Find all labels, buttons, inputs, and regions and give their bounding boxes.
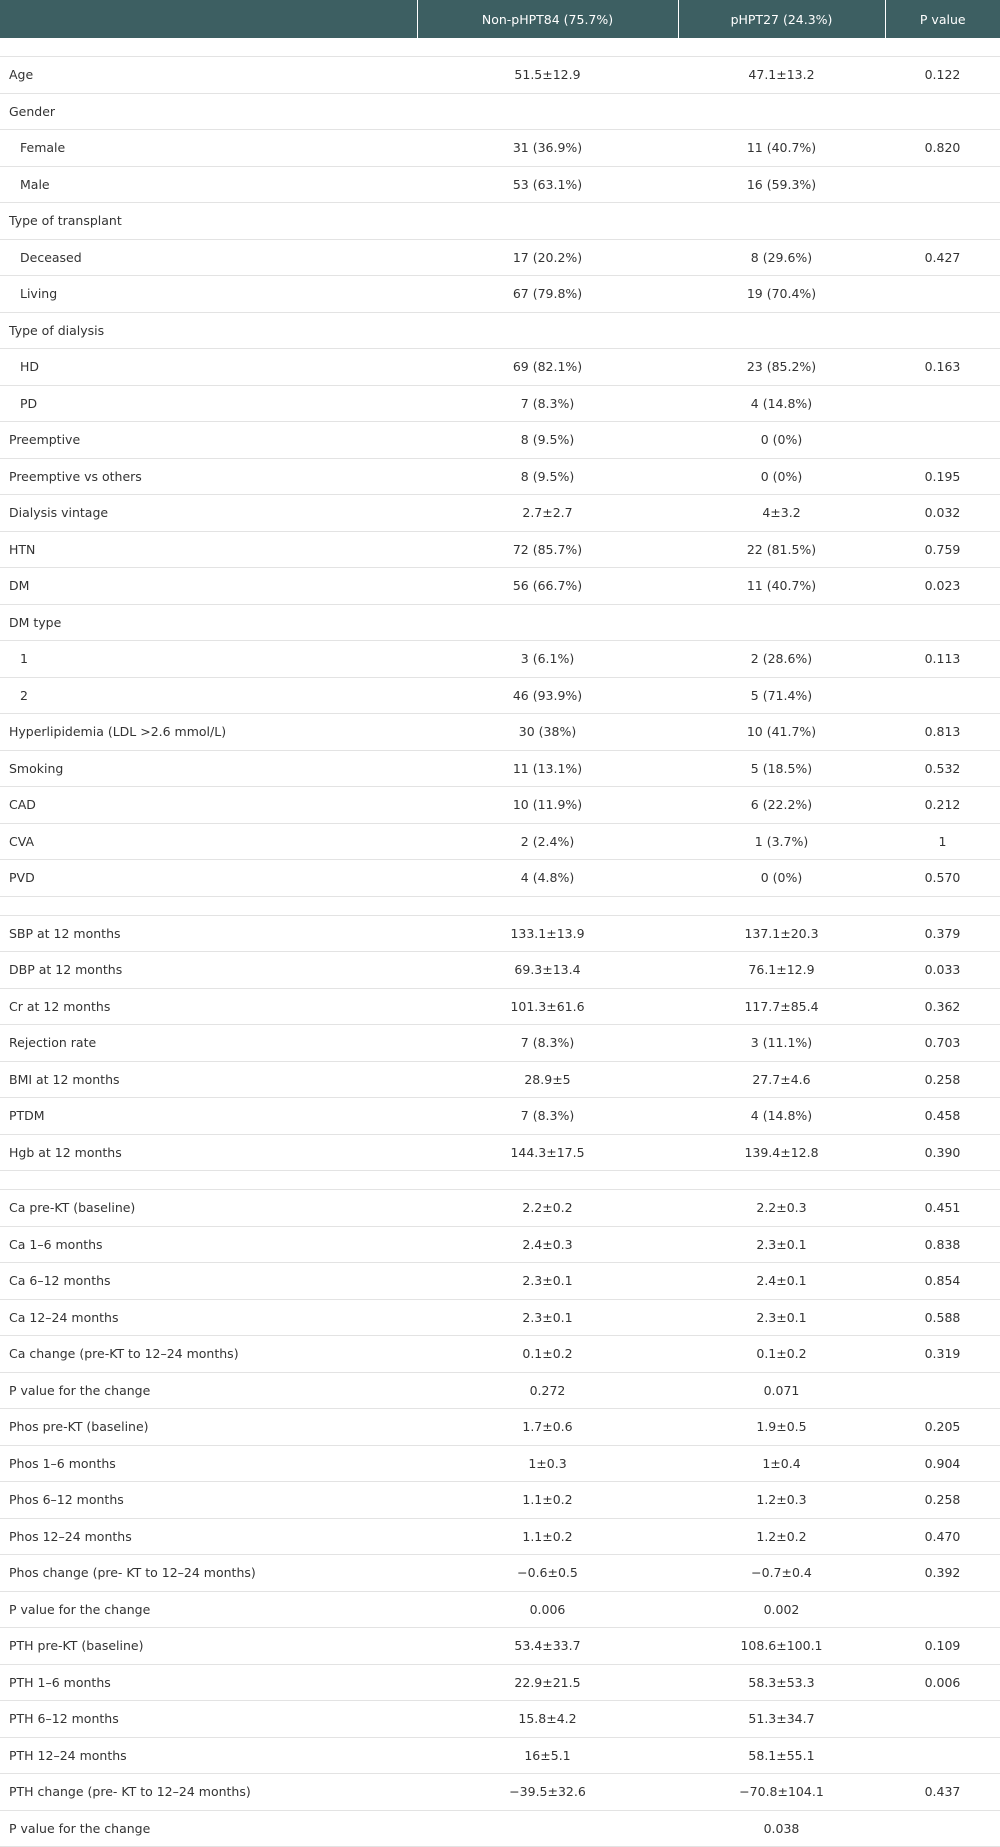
row-label-cell: PTH pre-KT (baseline) xyxy=(0,1628,417,1665)
row-label-cell: PD xyxy=(0,385,417,422)
row-label-cell: Phos 6–12 months xyxy=(0,1482,417,1519)
non-phpt-value-cell: 7 (8.3%) xyxy=(417,1098,678,1135)
table-row xyxy=(0,1482,1000,1519)
p-value-cell: 0.392 xyxy=(885,1555,1000,1592)
row-label-cell: Phos 12–24 months xyxy=(0,1518,417,1555)
p-value-cell: 0.362 xyxy=(885,988,1000,1025)
row-label-cell: P value for the change xyxy=(0,1372,417,1409)
p-value-cell: 0.032 xyxy=(885,495,1000,532)
phpt-value-cell: 4±3.2 xyxy=(678,495,885,532)
row-label-cell: PVD xyxy=(0,860,417,897)
phpt-value-cell: −0.7±0.4 xyxy=(678,1555,885,1592)
phpt-value-cell: 2.3±0.1 xyxy=(678,1299,885,1336)
row-label-cell: 1 xyxy=(0,641,417,678)
non-phpt-value-cell: 0.1±0.2 xyxy=(417,1336,678,1373)
p-value-cell xyxy=(885,166,1000,203)
phpt-value-cell xyxy=(678,312,885,349)
table-row xyxy=(0,93,1000,130)
non-phpt-value-cell: 0.006 xyxy=(417,1591,678,1628)
non-phpt-value-cell: 53.4±33.7 xyxy=(417,1628,678,1665)
non-phpt-value-cell: 2.2±0.2 xyxy=(417,1190,678,1227)
table-row xyxy=(0,1098,1000,1135)
non-phpt-value-cell: 0.272 xyxy=(417,1372,678,1409)
non-phpt-value-cell: 3 (6.1%) xyxy=(417,641,678,678)
phpt-value-cell: 4 (14.8%) xyxy=(678,385,885,422)
non-phpt-value-cell: 133.1±13.9 xyxy=(417,915,678,952)
table-row xyxy=(0,604,1000,641)
non-phpt-value-cell: 17 (20.2%) xyxy=(417,239,678,276)
non-phpt-value-cell: 16±5.1 xyxy=(417,1737,678,1774)
section-spacer-row xyxy=(0,38,1000,57)
phpt-value-cell: 108.6±100.1 xyxy=(678,1628,885,1665)
spacer-cell xyxy=(417,38,678,57)
row-label-cell: Deceased xyxy=(0,239,417,276)
spacer-cell xyxy=(0,1171,417,1190)
p-value-cell xyxy=(885,276,1000,313)
non-phpt-value-cell: 46 (93.9%) xyxy=(417,677,678,714)
row-label-cell: PTH change (pre- KT to 12–24 months) xyxy=(0,1774,417,1811)
non-phpt-value-cell xyxy=(417,604,678,641)
non-phpt-value-cell: 11 (13.1%) xyxy=(417,750,678,787)
phpt-value-cell: 0.002 xyxy=(678,1591,885,1628)
table-row xyxy=(0,1263,1000,1300)
non-phpt-value-cell: 31 (36.9%) xyxy=(417,130,678,167)
non-phpt-value-cell: 2 (2.4%) xyxy=(417,823,678,860)
spacer-cell xyxy=(885,1171,1000,1190)
phpt-value-cell: 0.071 xyxy=(678,1372,885,1409)
table-row xyxy=(0,203,1000,240)
table-row xyxy=(0,988,1000,1025)
phpt-value-cell: 2.3±0.1 xyxy=(678,1226,885,1263)
spacer-cell xyxy=(885,38,1000,57)
row-label-cell: Phos 1–6 months xyxy=(0,1445,417,1482)
phpt-value-cell: 8 (29.6%) xyxy=(678,239,885,276)
p-value-cell xyxy=(885,1810,1000,1847)
table-row xyxy=(0,1701,1000,1738)
non-phpt-value-cell: 1.7±0.6 xyxy=(417,1409,678,1446)
spacer-cell xyxy=(678,38,885,57)
p-value-cell: 0.904 xyxy=(885,1445,1000,1482)
p-value-cell xyxy=(885,203,1000,240)
table-row xyxy=(0,57,1000,94)
table-row xyxy=(0,823,1000,860)
p-value-cell: 0.006 xyxy=(885,1664,1000,1701)
table-row xyxy=(0,1737,1000,1774)
table-row xyxy=(0,1409,1000,1446)
row-label-cell: SBP at 12 months xyxy=(0,915,417,952)
row-label-cell: PTH 1–6 months xyxy=(0,1664,417,1701)
p-value-cell: 0.854 xyxy=(885,1263,1000,1300)
non-phpt-value-cell: 56 (66.7%) xyxy=(417,568,678,605)
non-phpt-value-cell: 101.3±61.6 xyxy=(417,988,678,1025)
p-value-cell: 0.838 xyxy=(885,1226,1000,1263)
p-value-cell xyxy=(885,1372,1000,1409)
table-row xyxy=(0,1445,1000,1482)
non-phpt-value-cell: 22.9±21.5 xyxy=(417,1664,678,1701)
p-value-cell: 0.205 xyxy=(885,1409,1000,1446)
non-phpt-value-cell: 8 (9.5%) xyxy=(417,422,678,459)
phpt-value-cell: 1 (3.7%) xyxy=(678,823,885,860)
p-value-cell: 0.390 xyxy=(885,1134,1000,1171)
row-label-cell: P value for the change xyxy=(0,1591,417,1628)
phpt-value-cell: 137.1±20.3 xyxy=(678,915,885,952)
row-label-cell: Age xyxy=(0,57,417,94)
header-cell-phpt: pHPT27 (24.3%) xyxy=(678,0,885,38)
row-label-cell: Ca pre-KT (baseline) xyxy=(0,1190,417,1227)
table-row xyxy=(0,641,1000,678)
table-row xyxy=(0,385,1000,422)
table-row xyxy=(0,1372,1000,1409)
row-label-cell: Dialysis vintage xyxy=(0,495,417,532)
table-row xyxy=(0,714,1000,751)
non-phpt-value-cell: 2.3±0.1 xyxy=(417,1263,678,1300)
p-value-cell: 0.458 xyxy=(885,1098,1000,1135)
non-phpt-value-cell: 1.1±0.2 xyxy=(417,1518,678,1555)
table-row xyxy=(0,239,1000,276)
row-label-cell: DM xyxy=(0,568,417,605)
spacer-cell xyxy=(678,1171,885,1190)
non-phpt-value-cell: 67 (79.8%) xyxy=(417,276,678,313)
phpt-value-cell: 4 (14.8%) xyxy=(678,1098,885,1135)
phpt-value-cell: 2 (28.6%) xyxy=(678,641,885,678)
p-value-cell xyxy=(885,1591,1000,1628)
table-row xyxy=(0,1555,1000,1592)
non-phpt-value-cell: 53 (63.1%) xyxy=(417,166,678,203)
phpt-value-cell xyxy=(678,93,885,130)
row-label-cell: Type of dialysis xyxy=(0,312,417,349)
phpt-value-cell: 5 (71.4%) xyxy=(678,677,885,714)
phpt-value-cell: 0.1±0.2 xyxy=(678,1336,885,1373)
non-phpt-value-cell: 7 (8.3%) xyxy=(417,385,678,422)
phpt-value-cell: 47.1±13.2 xyxy=(678,57,885,94)
phpt-value-cell: 11 (40.7%) xyxy=(678,130,885,167)
header-cell-p-value: P value xyxy=(885,0,1000,38)
non-phpt-value-cell: 51.5±12.9 xyxy=(417,57,678,94)
table-row xyxy=(0,130,1000,167)
table-row xyxy=(0,531,1000,568)
table-row xyxy=(0,458,1000,495)
p-value-cell: 0.532 xyxy=(885,750,1000,787)
row-label-cell: DBP at 12 months xyxy=(0,952,417,989)
phpt-value-cell: 16 (59.3%) xyxy=(678,166,885,203)
table-body xyxy=(0,38,1000,1847)
non-phpt-value-cell: 10 (11.9%) xyxy=(417,787,678,824)
phpt-value-cell: 27.7±4.6 xyxy=(678,1061,885,1098)
table-row xyxy=(0,1336,1000,1373)
table-row xyxy=(0,349,1000,386)
phpt-value-cell xyxy=(678,604,885,641)
table-row xyxy=(0,1299,1000,1336)
spacer-cell xyxy=(417,896,678,915)
non-phpt-value-cell: −0.6±0.5 xyxy=(417,1555,678,1592)
p-value-cell: 0.023 xyxy=(885,568,1000,605)
p-value-cell xyxy=(885,385,1000,422)
row-label-cell: Ca 12–24 months xyxy=(0,1299,417,1336)
table-row xyxy=(0,1810,1000,1847)
non-phpt-value-cell: 2.4±0.3 xyxy=(417,1226,678,1263)
table-row xyxy=(0,677,1000,714)
p-value-cell: 0.427 xyxy=(885,239,1000,276)
row-label-cell: Ca 1–6 months xyxy=(0,1226,417,1263)
non-phpt-value-cell: 8 (9.5%) xyxy=(417,458,678,495)
phpt-value-cell: 5 (18.5%) xyxy=(678,750,885,787)
phpt-value-cell: 22 (81.5%) xyxy=(678,531,885,568)
phpt-value-cell: 10 (41.7%) xyxy=(678,714,885,751)
p-value-cell: 0.820 xyxy=(885,130,1000,167)
p-value-cell xyxy=(885,604,1000,641)
non-phpt-value-cell: 7 (8.3%) xyxy=(417,1025,678,1062)
spacer-cell xyxy=(885,896,1000,915)
p-value-cell xyxy=(885,422,1000,459)
p-value-cell: 0.813 xyxy=(885,714,1000,751)
p-value-cell: 0.759 xyxy=(885,531,1000,568)
non-phpt-value-cell xyxy=(417,203,678,240)
table-row xyxy=(0,276,1000,313)
p-value-cell xyxy=(885,312,1000,349)
table-row xyxy=(0,915,1000,952)
phpt-value-cell: 0 (0%) xyxy=(678,458,885,495)
p-value-cell: 0.470 xyxy=(885,1518,1000,1555)
phpt-value-cell xyxy=(678,203,885,240)
table-row xyxy=(0,422,1000,459)
table-row xyxy=(0,1226,1000,1263)
non-phpt-value-cell xyxy=(417,1810,678,1847)
phpt-value-cell: 0 (0%) xyxy=(678,422,885,459)
p-value-cell: 0.195 xyxy=(885,458,1000,495)
row-label-cell: DM type xyxy=(0,604,417,641)
phpt-value-cell: 1.2±0.3 xyxy=(678,1482,885,1519)
table-row xyxy=(0,1628,1000,1665)
row-label-cell: Living xyxy=(0,276,417,313)
row-label-cell: Ca 6–12 months xyxy=(0,1263,417,1300)
p-value-cell: 0.258 xyxy=(885,1061,1000,1098)
non-phpt-value-cell: 4 (4.8%) xyxy=(417,860,678,897)
non-phpt-value-cell: 69 (82.1%) xyxy=(417,349,678,386)
p-value-cell xyxy=(885,1701,1000,1738)
row-label-cell: Ca change (pre-KT to 12–24 months) xyxy=(0,1336,417,1373)
spacer-cell xyxy=(678,896,885,915)
spacer-cell xyxy=(0,896,417,915)
p-value-cell: 0.212 xyxy=(885,787,1000,824)
non-phpt-value-cell xyxy=(417,312,678,349)
table-row xyxy=(0,495,1000,532)
non-phpt-value-cell: 72 (85.7%) xyxy=(417,531,678,568)
p-value-cell: 0.258 xyxy=(885,1482,1000,1519)
section-spacer-row xyxy=(0,1171,1000,1190)
table-row xyxy=(0,787,1000,824)
non-phpt-value-cell: 2.7±2.7 xyxy=(417,495,678,532)
phpt-value-cell: 58.1±55.1 xyxy=(678,1737,885,1774)
row-label-cell: PTH 12–24 months xyxy=(0,1737,417,1774)
section-spacer-row xyxy=(0,896,1000,915)
row-label-cell: Hgb at 12 months xyxy=(0,1134,417,1171)
row-label-cell: CVA xyxy=(0,823,417,860)
p-value-cell: 0.319 xyxy=(885,1336,1000,1373)
table-row xyxy=(0,166,1000,203)
row-label-cell: P value for the change xyxy=(0,1810,417,1847)
row-label-cell: Hyperlipidemia (LDL >2.6 mmol/L) xyxy=(0,714,417,751)
phpt-value-cell: 76.1±12.9 xyxy=(678,952,885,989)
row-label-cell: HD xyxy=(0,349,417,386)
row-label-cell: Preemptive vs others xyxy=(0,458,417,495)
phpt-value-cell: 139.4±12.8 xyxy=(678,1134,885,1171)
row-label-cell: Rejection rate xyxy=(0,1025,417,1062)
phpt-value-cell: −70.8±104.1 xyxy=(678,1774,885,1811)
non-phpt-value-cell: 15.8±4.2 xyxy=(417,1701,678,1738)
non-phpt-value-cell: 30 (38%) xyxy=(417,714,678,751)
phpt-value-cell: 1.2±0.2 xyxy=(678,1518,885,1555)
p-value-cell: 0.570 xyxy=(885,860,1000,897)
p-value-cell: 0.437 xyxy=(885,1774,1000,1811)
phpt-value-cell: 117.7±85.4 xyxy=(678,988,885,1025)
table-row xyxy=(0,568,1000,605)
p-value-cell: 0.163 xyxy=(885,349,1000,386)
phpt-value-cell: 51.3±34.7 xyxy=(678,1701,885,1738)
table-header xyxy=(0,0,1000,38)
table-row xyxy=(0,1591,1000,1628)
row-label-cell: Cr at 12 months xyxy=(0,988,417,1025)
p-value-cell xyxy=(885,1737,1000,1774)
table-row xyxy=(0,1774,1000,1811)
table-row xyxy=(0,952,1000,989)
p-value-cell: 0.033 xyxy=(885,952,1000,989)
phpt-value-cell: 6 (22.2%) xyxy=(678,787,885,824)
table-row xyxy=(0,1061,1000,1098)
row-label-cell: Smoking xyxy=(0,750,417,787)
p-value-cell: 0.113 xyxy=(885,641,1000,678)
non-phpt-value-cell: 69.3±13.4 xyxy=(417,952,678,989)
phpt-value-cell: 0 (0%) xyxy=(678,860,885,897)
p-value-cell: 1 xyxy=(885,823,1000,860)
row-label-cell: PTDM xyxy=(0,1098,417,1135)
p-value-cell xyxy=(885,93,1000,130)
row-label-cell: Female xyxy=(0,130,417,167)
p-value-cell: 0.122 xyxy=(885,57,1000,94)
non-phpt-value-cell: 2.3±0.1 xyxy=(417,1299,678,1336)
row-label-cell: Male xyxy=(0,166,417,203)
row-label-cell: BMI at 12 months xyxy=(0,1061,417,1098)
row-label-cell: Preemptive xyxy=(0,422,417,459)
table-row xyxy=(0,1518,1000,1555)
phpt-value-cell: 0.038 xyxy=(678,1810,885,1847)
phpt-value-cell: 1±0.4 xyxy=(678,1445,885,1482)
table-row xyxy=(0,312,1000,349)
row-label-cell: PTH 6–12 months xyxy=(0,1701,417,1738)
phpt-value-cell: 23 (85.2%) xyxy=(678,349,885,386)
p-value-cell xyxy=(885,677,1000,714)
phpt-value-cell: 19 (70.4%) xyxy=(678,276,885,313)
table-row xyxy=(0,750,1000,787)
phpt-value-cell: 2.2±0.3 xyxy=(678,1190,885,1227)
non-phpt-value-cell xyxy=(417,93,678,130)
header-cell-non-phpt: Non-pHPT84 (75.7%) xyxy=(417,0,678,38)
non-phpt-value-cell: 28.9±5 xyxy=(417,1061,678,1098)
p-value-cell: 0.379 xyxy=(885,915,1000,952)
spacer-cell xyxy=(417,1171,678,1190)
non-phpt-value-cell: 144.3±17.5 xyxy=(417,1134,678,1171)
row-label-cell: HTN xyxy=(0,531,417,568)
p-value-cell: 0.588 xyxy=(885,1299,1000,1336)
p-value-cell: 0.703 xyxy=(885,1025,1000,1062)
non-phpt-value-cell: 1.1±0.2 xyxy=(417,1482,678,1519)
table-row xyxy=(0,1190,1000,1227)
phpt-value-cell: 58.3±53.3 xyxy=(678,1664,885,1701)
p-value-cell: 0.109 xyxy=(885,1628,1000,1665)
p-value-cell: 0.451 xyxy=(885,1190,1000,1227)
spacer-cell xyxy=(0,38,417,57)
header-row xyxy=(0,0,1000,38)
row-label-cell: Type of transplant xyxy=(0,203,417,240)
table-row xyxy=(0,1134,1000,1171)
phpt-value-cell: 11 (40.7%) xyxy=(678,568,885,605)
phpt-value-cell: 2.4±0.1 xyxy=(678,1263,885,1300)
row-label-cell: Phos pre-KT (baseline) xyxy=(0,1409,417,1446)
row-label-cell: 2 xyxy=(0,677,417,714)
row-label-cell: Phos change (pre- KT to 12–24 months) xyxy=(0,1555,417,1592)
non-phpt-value-cell: −39.5±32.6 xyxy=(417,1774,678,1811)
table-row xyxy=(0,860,1000,897)
phpt-value-cell: 3 (11.1%) xyxy=(678,1025,885,1062)
phpt-value-cell: 1.9±0.5 xyxy=(678,1409,885,1446)
table-row xyxy=(0,1025,1000,1062)
row-label-cell: Gender xyxy=(0,93,417,130)
table-row xyxy=(0,1664,1000,1701)
row-label-cell: CAD xyxy=(0,787,417,824)
non-phpt-value-cell: 1±0.3 xyxy=(417,1445,678,1482)
header-cell-label xyxy=(0,0,417,38)
